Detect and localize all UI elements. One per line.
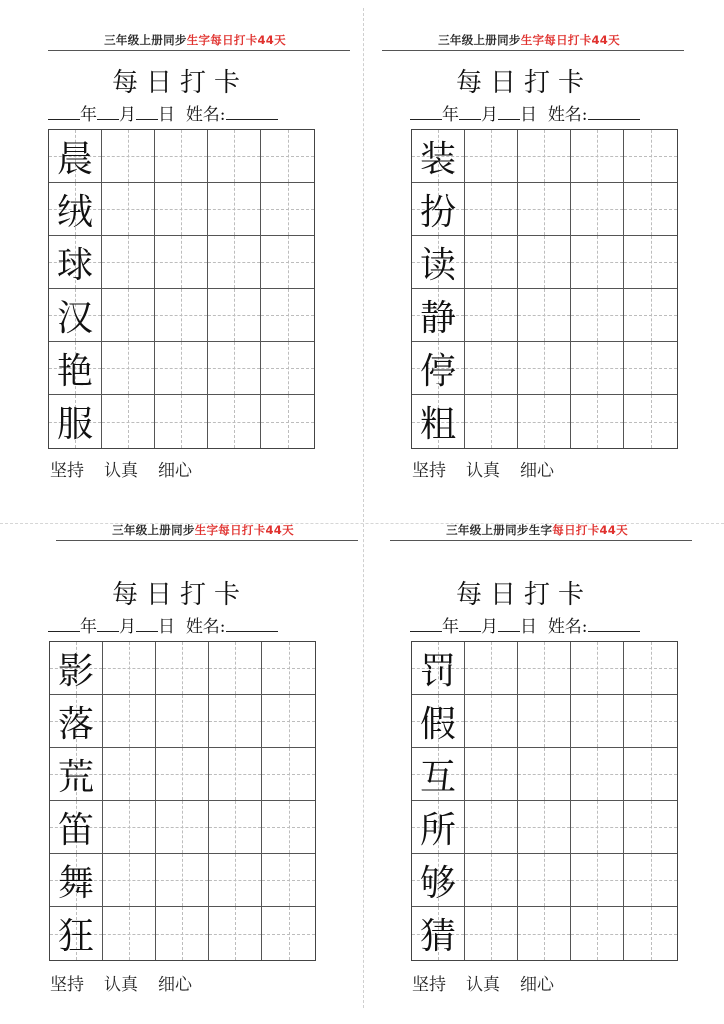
card-title: 每日打卡 <box>455 68 592 98</box>
year-label: 年 <box>442 105 459 125</box>
model-character: 互 <box>419 756 456 798</box>
practice-cell[interactable] <box>624 289 677 342</box>
practice-cell[interactable] <box>261 130 314 183</box>
practice-cell[interactable] <box>208 130 261 183</box>
banner-underline <box>56 540 358 541</box>
model-character-cell <box>412 642 465 695</box>
model-character: 球 <box>56 244 93 286</box>
practice-cell[interactable] <box>571 748 624 801</box>
model-character: 晨 <box>56 138 93 180</box>
practice-card-top-right <box>372 0 692 500</box>
model-character-cell <box>412 801 465 854</box>
practice-cell[interactable] <box>571 236 624 289</box>
practice-cell[interactable] <box>624 183 677 236</box>
day-blank[interactable] <box>498 104 520 120</box>
banner-underline <box>390 540 692 541</box>
month-label: 月 <box>481 617 498 637</box>
practice-cell[interactable] <box>103 695 156 748</box>
model-character-cell <box>49 289 102 342</box>
year-label: 年 <box>442 617 459 637</box>
year-label: 年 <box>80 617 97 637</box>
practice-cell[interactable] <box>518 342 571 395</box>
practice-cell[interactable] <box>208 342 261 395</box>
model-character-cell <box>412 395 465 448</box>
banner-grade-text: 三年级上册同步 <box>438 33 521 47</box>
vertical-cut-divider <box>363 8 364 1008</box>
year-blank[interactable] <box>410 616 442 632</box>
practice-card-top-left <box>40 0 360 500</box>
motto-earnest: 认真 <box>104 975 138 995</box>
practice-cell[interactable] <box>261 342 314 395</box>
model-character-cell <box>412 130 465 183</box>
practice-cell[interactable] <box>465 395 518 448</box>
practice-cell[interactable] <box>624 854 677 907</box>
month-blank[interactable] <box>459 104 481 120</box>
practice-cell[interactable] <box>261 395 314 448</box>
practice-cell[interactable] <box>261 183 314 236</box>
month-label: 月 <box>481 105 498 125</box>
day-blank[interactable] <box>136 616 158 632</box>
model-character: 罚 <box>419 650 456 692</box>
card-banner <box>378 32 680 48</box>
day-label: 日 <box>520 617 537 637</box>
model-character-cell <box>412 342 465 395</box>
practice-cell[interactable] <box>209 907 262 960</box>
practice-cell[interactable] <box>518 236 571 289</box>
practice-cell[interactable] <box>208 183 261 236</box>
practice-cell[interactable] <box>102 289 155 342</box>
model-character: 装 <box>419 138 456 180</box>
model-character: 静 <box>419 297 456 339</box>
month-label: 月 <box>119 105 136 125</box>
practice-cell[interactable] <box>465 289 518 342</box>
writing-grid <box>49 641 316 961</box>
motto-persist: 坚持 <box>412 461 446 481</box>
day-label: 日 <box>158 105 175 125</box>
banner-highlight-text: 生字每日打卡44天 <box>520 33 620 47</box>
banner-underline <box>382 50 684 51</box>
model-character-cell <box>412 236 465 289</box>
practice-cell[interactable] <box>465 183 518 236</box>
practice-cell[interactable] <box>624 642 677 695</box>
name-label: 姓名: <box>547 617 588 637</box>
motto-persist: 坚持 <box>50 461 84 481</box>
practice-cell[interactable] <box>262 907 315 960</box>
practice-cell[interactable] <box>209 801 262 854</box>
motto-persist: 坚持 <box>50 975 84 995</box>
practice-cell[interactable] <box>571 395 624 448</box>
practice-cell[interactable] <box>102 342 155 395</box>
year-blank[interactable] <box>410 104 442 120</box>
practice-cell[interactable] <box>465 642 518 695</box>
practice-cell[interactable] <box>571 342 624 395</box>
banner-highlight-text: 生字每日打卡44天 <box>194 523 294 537</box>
day-label: 日 <box>158 617 175 637</box>
model-character-cell <box>49 342 102 395</box>
name-label: 姓名: <box>185 617 226 637</box>
practice-cell[interactable] <box>103 854 156 907</box>
practice-cell[interactable] <box>518 130 571 183</box>
day-label: 日 <box>520 105 537 125</box>
card-banner <box>386 522 688 538</box>
motto-line <box>50 456 212 481</box>
model-character: 所 <box>419 809 456 851</box>
practice-cell[interactable] <box>465 130 518 183</box>
motto-line <box>50 970 212 995</box>
practice-cell[interactable] <box>262 695 315 748</box>
model-character-cell <box>412 183 465 236</box>
practice-cell[interactable] <box>155 236 208 289</box>
year-label: 年 <box>80 105 97 125</box>
banner-highlight-text: 生字每日打卡44天 <box>186 33 286 47</box>
model-character: 艳 <box>56 350 93 392</box>
model-character: 假 <box>419 703 456 745</box>
practice-cell[interactable] <box>465 854 518 907</box>
practice-cell[interactable] <box>518 748 571 801</box>
practice-cell[interactable] <box>624 695 677 748</box>
practice-cell[interactable] <box>518 289 571 342</box>
practice-cell[interactable] <box>465 236 518 289</box>
practice-cell[interactable] <box>571 854 624 907</box>
practice-card-bottom-left <box>40 512 360 1012</box>
model-character: 读 <box>419 244 456 286</box>
practice-cell[interactable] <box>465 695 518 748</box>
practice-cell[interactable] <box>102 236 155 289</box>
practice-cell[interactable] <box>624 236 677 289</box>
model-character: 落 <box>57 703 94 745</box>
model-character: 猜 <box>419 916 456 957</box>
practice-cell[interactable] <box>624 395 677 448</box>
practice-cell[interactable] <box>208 236 261 289</box>
practice-cell[interactable] <box>156 695 209 748</box>
name-label: 姓名: <box>547 105 588 125</box>
writing-grid <box>411 641 678 961</box>
month-blank[interactable] <box>97 616 119 632</box>
practice-cell[interactable] <box>465 801 518 854</box>
card-banner <box>44 32 346 48</box>
model-character: 影 <box>57 650 94 692</box>
day-blank[interactable] <box>498 616 520 632</box>
model-character-cell <box>412 289 465 342</box>
model-character: 笛 <box>57 809 94 851</box>
practice-cell[interactable] <box>261 236 314 289</box>
model-character: 扮 <box>419 191 456 233</box>
model-character-cell <box>412 748 465 801</box>
practice-cell[interactable] <box>518 854 571 907</box>
month-blank[interactable] <box>459 616 481 632</box>
model-character: 绒 <box>56 191 93 233</box>
card-title: 每日打卡 <box>455 580 592 610</box>
practice-cell[interactable] <box>102 130 155 183</box>
name-blank[interactable] <box>588 104 640 120</box>
practice-cell[interactable] <box>209 854 262 907</box>
model-character-cell <box>50 748 103 801</box>
model-character-cell <box>50 642 103 695</box>
practice-cell[interactable] <box>571 289 624 342</box>
model-character-cell <box>50 695 103 748</box>
practice-cell[interactable] <box>518 801 571 854</box>
practice-cell[interactable] <box>518 183 571 236</box>
motto-earnest: 认真 <box>466 461 500 481</box>
model-character: 舞 <box>57 862 94 904</box>
practice-cell[interactable] <box>103 642 156 695</box>
practice-cell[interactable] <box>156 748 209 801</box>
practice-cell[interactable] <box>155 130 208 183</box>
model-character: 粗 <box>419 404 456 445</box>
model-character-cell <box>50 801 103 854</box>
card-title: 每日打卡 <box>111 68 248 98</box>
practice-cell[interactable] <box>261 289 314 342</box>
practice-cell[interactable] <box>156 801 209 854</box>
date-name-line <box>410 612 640 637</box>
banner-highlight-text: 每日打卡44天 <box>552 523 628 537</box>
practice-cell[interactable] <box>624 130 677 183</box>
name-blank[interactable] <box>226 616 278 632</box>
practice-cell[interactable] <box>571 695 624 748</box>
writing-grid <box>411 129 678 449</box>
name-blank[interactable] <box>226 104 278 120</box>
practice-cell[interactable] <box>262 801 315 854</box>
model-character-cell <box>412 907 465 960</box>
model-character-cell <box>49 130 102 183</box>
year-blank[interactable] <box>48 104 80 120</box>
model-character-cell <box>50 854 103 907</box>
practice-cell[interactable] <box>155 183 208 236</box>
motto-careful: 细心 <box>520 461 554 481</box>
practice-cell[interactable] <box>518 395 571 448</box>
model-character-cell <box>412 854 465 907</box>
name-label: 姓名: <box>185 105 226 125</box>
practice-cell[interactable] <box>102 183 155 236</box>
practice-cell[interactable] <box>155 395 208 448</box>
practice-cell[interactable] <box>465 342 518 395</box>
practice-cell[interactable] <box>518 642 571 695</box>
month-label: 月 <box>119 617 136 637</box>
practice-cell[interactable] <box>155 289 208 342</box>
model-character-cell <box>49 395 102 448</box>
practice-cell[interactable] <box>208 289 261 342</box>
model-character: 汉 <box>56 297 93 339</box>
practice-cell[interactable] <box>208 395 261 448</box>
date-name-line <box>48 612 278 637</box>
practice-card-bottom-right <box>372 512 692 1012</box>
motto-careful: 细心 <box>520 975 554 995</box>
banner-grade-text: 三年级上册同步 <box>104 33 187 47</box>
practice-cell[interactable] <box>571 183 624 236</box>
practice-cell[interactable] <box>624 342 677 395</box>
motto-persist: 坚持 <box>412 975 446 995</box>
motto-careful: 细心 <box>158 975 192 995</box>
practice-cell[interactable] <box>155 342 208 395</box>
practice-cell[interactable] <box>571 907 624 960</box>
practice-cell[interactable] <box>103 748 156 801</box>
practice-cell[interactable] <box>209 695 262 748</box>
model-character: 停 <box>419 350 456 392</box>
practice-cell[interactable] <box>571 642 624 695</box>
motto-line <box>412 456 574 481</box>
year-blank[interactable] <box>48 616 80 632</box>
card-banner <box>52 522 354 538</box>
card-title: 每日打卡 <box>111 580 248 610</box>
month-blank[interactable] <box>97 104 119 120</box>
practice-cell[interactable] <box>102 395 155 448</box>
writing-grid <box>48 129 315 449</box>
model-character-cell <box>50 907 103 960</box>
practice-cell[interactable] <box>156 854 209 907</box>
practice-cell[interactable] <box>624 748 677 801</box>
practice-cell[interactable] <box>209 642 262 695</box>
practice-cell[interactable] <box>465 748 518 801</box>
model-character-cell <box>49 236 102 289</box>
date-name-line <box>48 100 278 125</box>
practice-cell[interactable] <box>624 801 677 854</box>
model-character: 荒 <box>57 756 94 798</box>
motto-earnest: 认真 <box>104 461 138 481</box>
practice-cell[interactable] <box>156 907 209 960</box>
practice-cell[interactable] <box>465 907 518 960</box>
model-character: 服 <box>56 404 93 445</box>
practice-cell[interactable] <box>624 907 677 960</box>
day-blank[interactable] <box>136 104 158 120</box>
model-character: 狂 <box>57 916 94 957</box>
date-name-line <box>410 100 640 125</box>
practice-cell[interactable] <box>571 130 624 183</box>
practice-cell[interactable] <box>518 695 571 748</box>
model-character: 够 <box>419 862 456 904</box>
practice-cell[interactable] <box>103 907 156 960</box>
practice-cell[interactable] <box>262 748 315 801</box>
practice-cell[interactable] <box>262 642 315 695</box>
practice-cell[interactable] <box>518 907 571 960</box>
practice-cell[interactable] <box>262 854 315 907</box>
model-character-cell <box>412 695 465 748</box>
model-character-cell <box>49 183 102 236</box>
motto-line <box>412 970 574 995</box>
practice-cell[interactable] <box>103 801 156 854</box>
motto-careful: 细心 <box>158 461 192 481</box>
practice-cell[interactable] <box>209 748 262 801</box>
practice-cell[interactable] <box>571 801 624 854</box>
practice-cell[interactable] <box>156 642 209 695</box>
motto-earnest: 认真 <box>466 975 500 995</box>
banner-grade-text: 三年级上册同步 <box>112 523 195 537</box>
banner-underline <box>48 50 350 51</box>
banner-grade-text: 三年级上册同步生字 <box>446 523 553 537</box>
name-blank[interactable] <box>588 616 640 632</box>
